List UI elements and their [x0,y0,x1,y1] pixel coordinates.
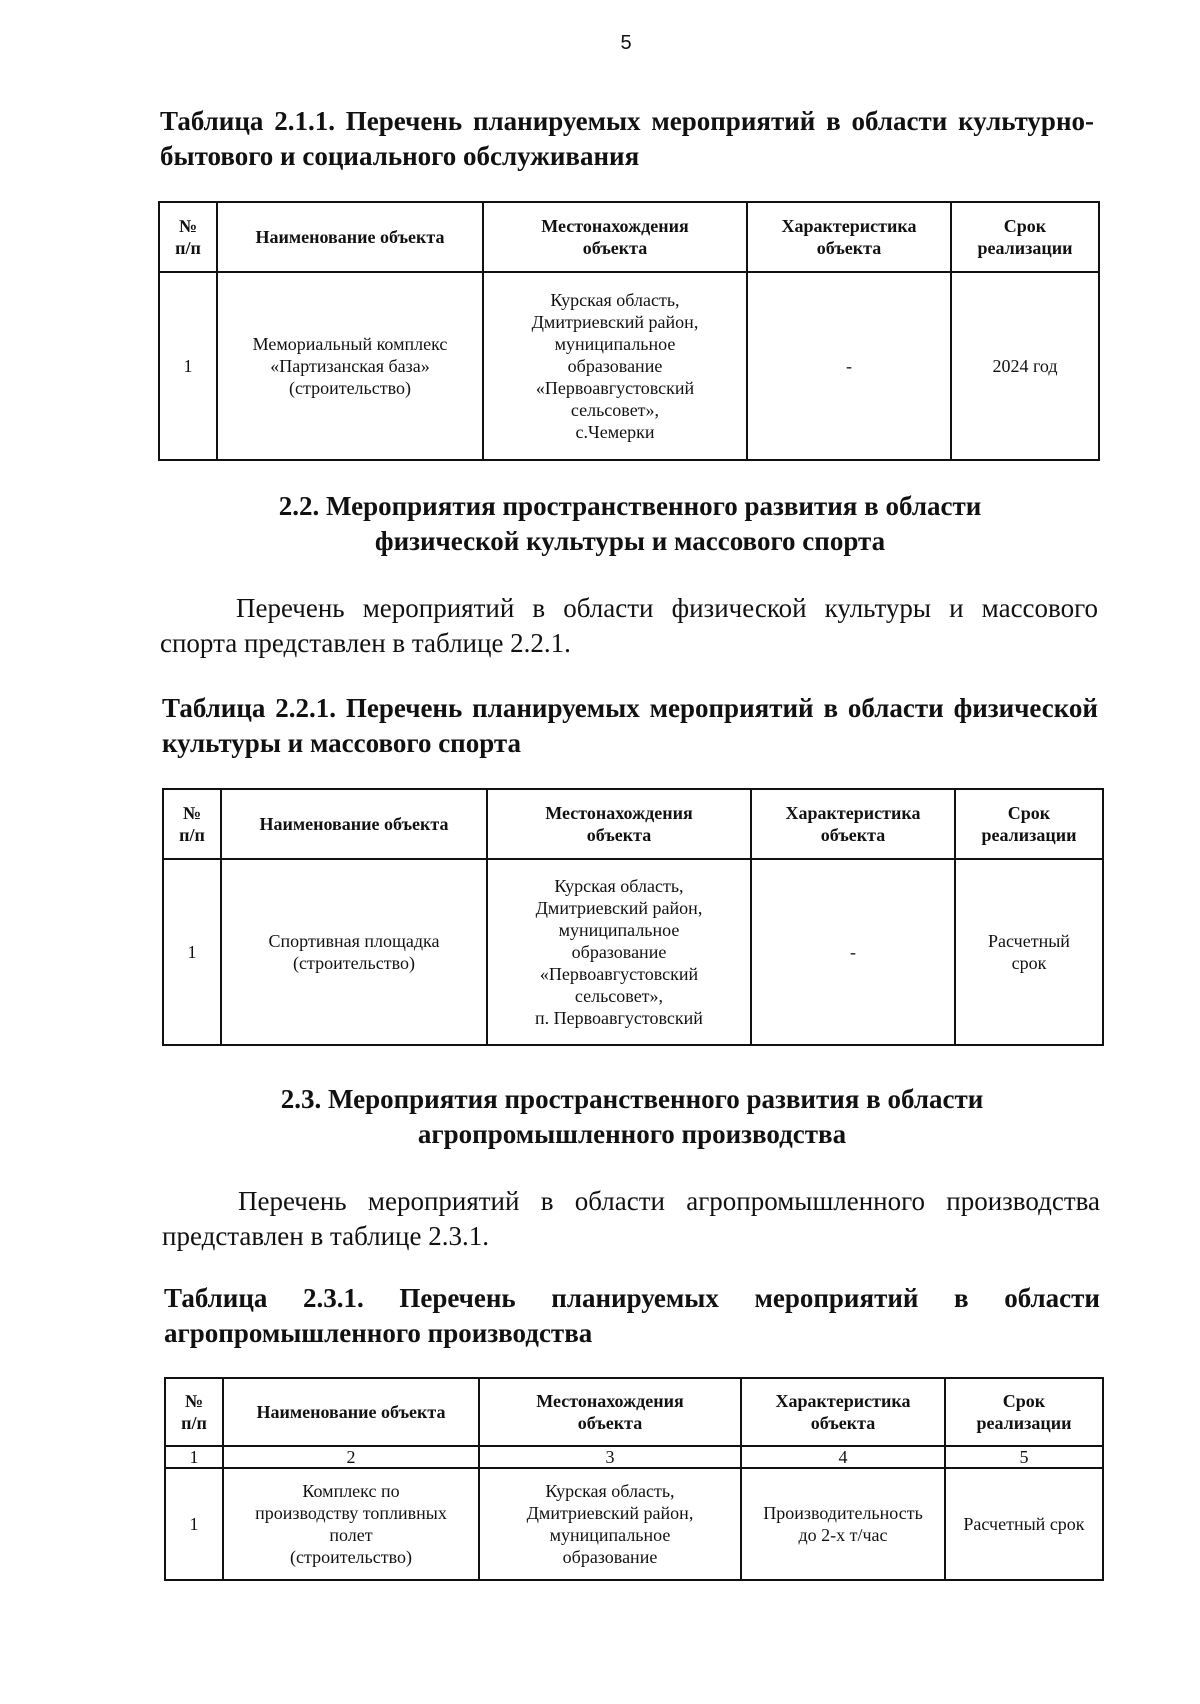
table-header-cell: Срок реализации [955,789,1103,859]
table-header-cell: Наименование объекта [221,789,487,859]
table-cell: - [751,859,955,1045]
paragraph: Перечень мероприятий в области агропромышленного производства представлен в таблице 2.3.1. [162,1186,1100,1251]
table-header-cell: Наименование объекта [223,1378,479,1446]
table-cell: 2024 год [951,272,1099,460]
table-header-row [159,202,1099,272]
table-row [163,859,1103,1045]
table-header-cell: Местонахождения объекта [479,1378,741,1446]
page-number: 5 [620,32,632,54]
table-cell: Расчетный срок [955,859,1103,1045]
table-header-cell: № п/п [165,1378,223,1446]
table-caption: Таблица 2.1.1. Перечень планируемых мероприятий в области культурно-бытового и социального обслуживания [160,106,1094,171]
table-cell: - [747,272,951,460]
table-cell: 1 [165,1468,223,1580]
table-caption: Таблица 2.2.1. Перечень планируемых мероприятий в области физической культуры и массового спорта [162,693,1098,758]
table-header-cell: Местонахождения объекта [483,202,747,272]
table-cell: Курская область, Дмитриевский район, муниципальное образование «Первоавгустовский сельсовет», с.Чемерки [483,272,747,460]
table-header-cell: Срок реализации [951,202,1099,272]
table-cell: Мемориальный комплекс «Партизанская база» (строительство) [217,272,483,460]
table-header-row [163,789,1103,859]
table-header-cell: № п/п [159,202,217,272]
table-row [165,1468,1103,1580]
table-cell: Спортивная площадка (строительство) [221,859,487,1045]
data-table [162,788,1104,1046]
paragraph: Перечень мероприятий в области физической культуры и массового спорта представлен в таблице 2.2.1. [160,593,1098,658]
table-cell: 1 [159,272,217,460]
table-cell: Комплекс по производству топливных полет (строительство) [223,1468,479,1580]
section-heading: 2.3. Мероприятия пространственного развития в области агропромышленного производства [280,1084,984,1149]
section-heading: 2.2. Мероприятия пространственного развития в области физической культуры и массового спорта [278,491,982,556]
table-cell: Курская область, Дмитриевский район, муниципальное образование [479,1468,741,1580]
table-column-numbers-row [165,1446,1103,1468]
table-cell: Расчетный срок [945,1468,1103,1580]
table-cell: Производительность до 2-х т/час [741,1468,945,1580]
data-table [164,1377,1104,1581]
table-header-cell: Характеристика объекта [747,202,951,272]
table-column-number-cell: 5 [945,1446,1103,1468]
table-header-cell: № п/п [163,789,221,859]
table-column-number-cell: 3 [479,1446,741,1468]
table-row [159,272,1099,460]
table-header-cell: Наименование объекта [217,202,483,272]
table-header-cell: Срок реализации [945,1378,1103,1446]
table-column-number-cell: 2 [223,1446,479,1468]
table-column-number-cell: 4 [741,1446,945,1468]
table-header-cell: Характеристика объекта [751,789,955,859]
table-header-cell: Характеристика объекта [741,1378,945,1446]
table-cell: 1 [163,859,221,1045]
table-cell: Курская область, Дмитриевский район, муниципальное образование «Первоавгустовский сельсовет», п. Первоавгустовский [487,859,751,1045]
table-column-number-cell: 1 [165,1446,223,1468]
data-table [158,201,1100,461]
table-header-cell: Местонахождения объекта [487,789,751,859]
table-header-row [165,1378,1103,1446]
table-caption: Таблица 2.3.1. Перечень планируемых мероприятий в области агропромышленного производства [164,1283,1100,1348]
